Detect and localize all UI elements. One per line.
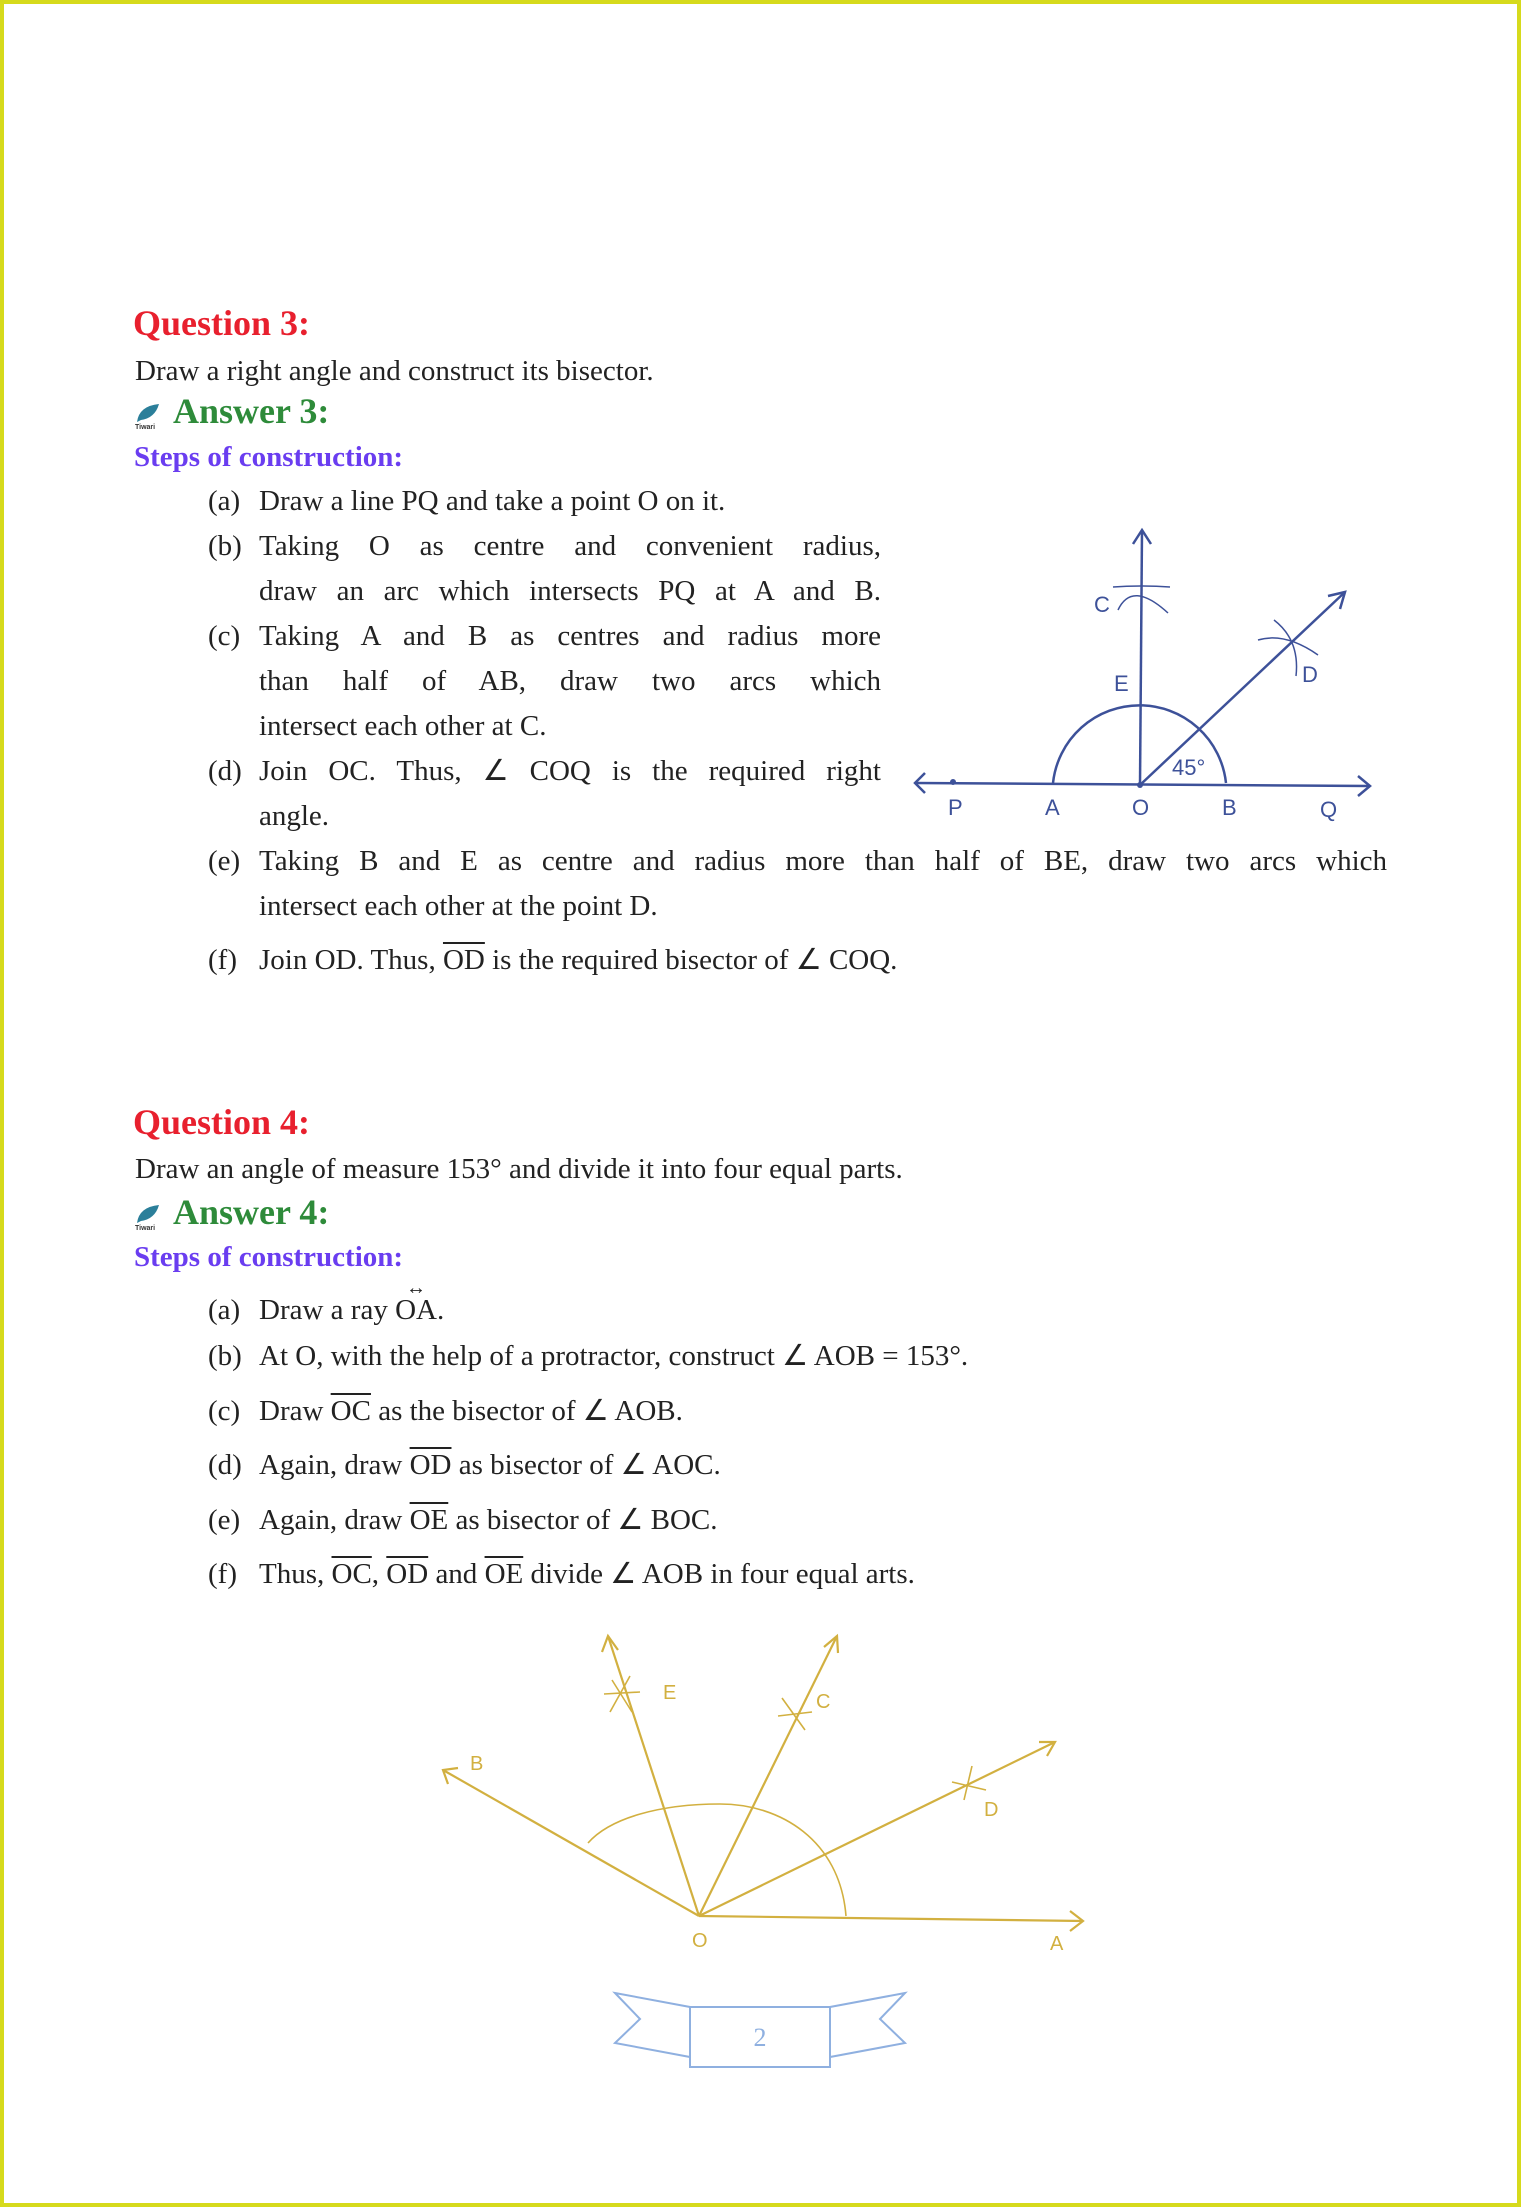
segment: $\overline{OE}$ [409, 1504, 449, 1536]
label-q: Q [1320, 797, 1338, 822]
tiwari-logo-icon [133, 1201, 163, 1231]
text: as the bisector of ∠ AOB. [378, 1395, 683, 1427]
label-b: B [1222, 795, 1237, 820]
ray-oc [699, 1636, 837, 1916]
step-label: (e) [208, 1504, 241, 1536]
arrowhead-b [443, 1768, 458, 1784]
label-c: C [816, 1691, 831, 1713]
text: , [371, 1558, 380, 1590]
text: Thus, [259, 1558, 325, 1590]
text: Again, draw [259, 1504, 403, 1536]
segment-od: $\overline{OD}$ [442, 944, 485, 976]
ray-oc [1140, 530, 1142, 785]
page-number: 2 [753, 2023, 767, 2052]
step-label: (e) [208, 845, 241, 877]
label-e: E [663, 1682, 677, 1704]
step-label: (b) [208, 530, 242, 562]
question-3-title: Question 3: [133, 303, 311, 343]
step-label: (c) [208, 620, 241, 652]
step-text: Taking A and B as centres and radius more [259, 620, 881, 652]
step-text: angle. [259, 800, 330, 832]
label-o: O [692, 1930, 708, 1952]
step-text: Join OC. Thus, ∠ COQ is the required right [259, 755, 881, 787]
text: Draw [259, 1395, 324, 1427]
svg-text:Tiwari: Tiwari [135, 423, 156, 430]
label-p: P [948, 795, 963, 820]
label-a: A [1045, 795, 1060, 820]
ray-ob [443, 1770, 699, 1916]
point-p [950, 779, 956, 785]
label-b: B [470, 1753, 484, 1775]
step-text [259, 1293, 444, 1327]
text: as bisector of ∠ BOC. [455, 1504, 718, 1536]
step-text [259, 1448, 721, 1482]
step-text: Taking O as centre and convenient radius, [259, 530, 881, 562]
answer-3-title [133, 390, 329, 432]
step-label: (f) [208, 944, 237, 976]
step-label: (d) [208, 1449, 242, 1481]
label-d: D [984, 1799, 999, 1821]
right-angle-bisector-diagram [900, 510, 1400, 840]
steps-title-3: Steps of construction: [134, 441, 404, 473]
segment: $\overline{OD}$ [386, 1558, 429, 1590]
text: Again, draw [259, 1449, 403, 1481]
tiwari-logo-icon [133, 400, 163, 430]
text: Draw a ray [259, 1294, 388, 1326]
text: divide ∠ AOB in four equal arts. [530, 1558, 915, 1590]
step-text [259, 943, 897, 977]
text: is the required bisector of ∠ COQ. [492, 944, 898, 976]
label-o: O [1132, 795, 1150, 820]
segment: $\overline{OC}$ [331, 1558, 372, 1590]
step-text: intersect each other at the point D. [259, 890, 658, 922]
ray-od [699, 1742, 1055, 1916]
angle-label: 45° [1172, 755, 1206, 780]
text: . [436, 1294, 445, 1326]
segment: $\overline{OC}$ [330, 1395, 371, 1427]
label-c: C [1094, 592, 1110, 617]
step-text: Taking B and E as centre and radius more than half of BE, draw two arcs which [259, 845, 1387, 877]
arc-c2 [1118, 596, 1168, 613]
label-e: E [1114, 671, 1129, 696]
question-3-text: Draw a right angle and construct its bisector. [135, 355, 654, 387]
ray-oa [699, 1916, 1083, 1921]
step-label: (c) [208, 1395, 241, 1427]
page-number-badge [610, 1985, 910, 2075]
steps-title-4: Steps of construction: [134, 1241, 404, 1273]
label-d: D [1302, 662, 1318, 687]
label-a: A [1050, 1933, 1064, 1955]
step-text: Draw a line PQ and take a point O on it. [259, 485, 726, 517]
step-label: (b) [208, 1340, 242, 1372]
step-text: than half of AB, draw two arcs which [259, 665, 881, 697]
answer-3-label: Answer 3: [173, 391, 330, 431]
svg-text:Tiwari: Tiwari [135, 1224, 156, 1231]
step-text [259, 1394, 683, 1428]
step-label: (a) [208, 485, 241, 517]
step-text [259, 1503, 718, 1537]
ray-oe [608, 1636, 699, 1916]
ray-od [1140, 592, 1345, 785]
text: as bisector of ∠ AOC. [458, 1449, 721, 1481]
arc [588, 1804, 846, 1916]
answer-4-title [133, 1191, 329, 1233]
segment: $\overline{OD}$ [409, 1449, 452, 1481]
answer-4-label: Answer 4: [173, 1192, 330, 1232]
text: Join OD. Thus, [259, 944, 436, 976]
question-4-text: Draw an angle of measure 153° and divide it into four equal parts. [135, 1153, 903, 1185]
question-4-title: Question 4: [133, 1102, 311, 1142]
segment: $\overline{OE}$ [484, 1558, 524, 1590]
step-text [259, 1557, 915, 1591]
step-label: (d) [208, 755, 242, 787]
step-label: (a) [208, 1294, 241, 1326]
text: and [435, 1558, 478, 1590]
step-text: draw an arc which intersects PQ at A and B. [259, 575, 881, 607]
step-text: At O, with the help of a protractor, construct ∠ AOB = 153°. [259, 1340, 969, 1372]
line-oa: ↔ OA [395, 1293, 437, 1327]
step-label: (f) [208, 1558, 237, 1590]
point-o [1137, 782, 1143, 788]
step-text: intersect each other at C. [259, 710, 547, 742]
angle-division-diagram [420, 1620, 1120, 1970]
